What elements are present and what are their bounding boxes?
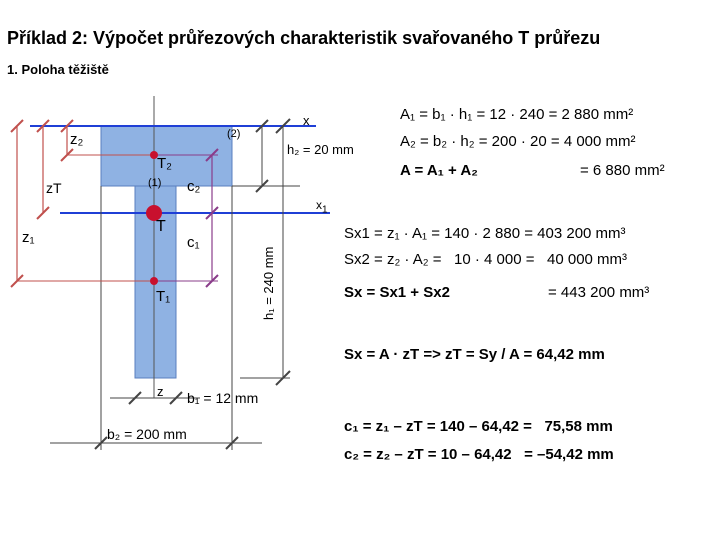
eq-a-rhs: = 6 880 mm² [580,162,665,179]
t-label: T [156,218,166,235]
z2-label: z₂ [70,131,84,148]
eq-sx2: Sx2 = z₂ · A₂ = 10 · 4 000 = 40 000 mm³ [344,251,628,268]
page-title: Příklad 2: Výpočet průřezových charakteristik svařovaného T průřezu [7,28,601,48]
eq-c1: c₁ = z₁ – zT = 140 – 64,42 = 75,58 mm [344,418,613,435]
h1-label: h₁ = 240 mm [261,246,276,320]
part-1-label: (1) [148,177,162,189]
axis-x-label: x [303,113,310,128]
t1-label: T₁ [156,288,171,305]
eq-a-lhs: A = A₁ + A₂ [400,162,478,179]
b1-label: b₁ = 12 mm [187,390,259,406]
eq-sx-lhs: Sx = Sx1 + Sx2 [344,284,450,301]
eq-zt: Sx = A · zT => zT = Sy / A = 64,42 mm [344,346,605,363]
axis-z-label: z [157,384,164,399]
axis-x1-label: $x_1$ [316,198,328,216]
c2-label: c₂ [187,178,201,195]
centroid-t1 [150,277,158,285]
eq-sx1: Sx1 = z₁ · A₁ = 140 · 2 880 = 403 200 mm³ [344,225,626,242]
eq-a2: A₂ = b₂ · h₂ = 200 · 20 = 4 000 mm² [400,133,636,150]
part-2-label: (2) [227,128,241,140]
eq-c2: c₂ = z₂ – zT = 10 – 64,42 = –54,42 mm [344,446,614,463]
eq-a1: A₁ = b₁ · h₁ = 12 · 240 = 2 880 mm² [400,106,634,123]
t2-label: T₂ [157,155,172,172]
h2-label: h₂ = 20 mm [287,142,354,157]
eq-sx-rhs: = 443 200 mm³ [548,284,650,301]
c1-label: c₁ [187,234,200,251]
z1-label: z₁ [22,229,35,246]
zT-label: zT [46,180,62,196]
b2-label: b₂ = 200 mm [107,426,187,442]
section-subtitle: 1. Poloha těžiště [7,62,109,77]
